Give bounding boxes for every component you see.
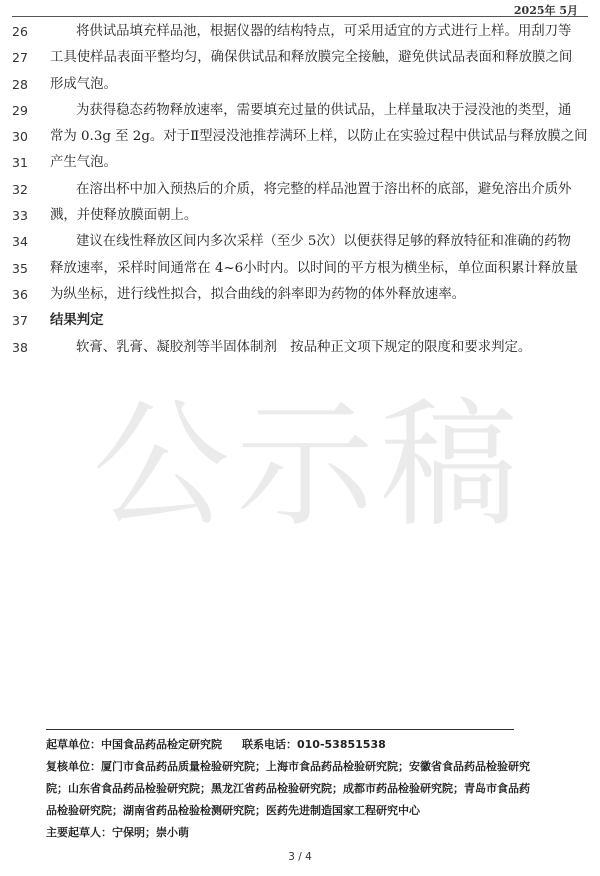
line-text: 为纵坐标，进行线性拟合，拟合曲线的斜率即为药物的体外释放速率。 <box>50 286 466 302</box>
header-rule <box>12 16 588 17</box>
text-line <box>0 124 600 150</box>
line-text: 溅，并使释放膜面朝上。 <box>50 208 198 224</box>
line-text: 建议在线性释放区间内多次采样（至少 5次）以便获得足够的释放特征和准确的药物 <box>76 234 571 250</box>
review-units-line-1: 复核单位：厦门市食品药品质量检验研究院；上海市食品药品检验研究院；安徽省食品药品检验研究 <box>46 760 530 773</box>
line-number: 26 <box>12 24 28 39</box>
line-text: 释放速率，采样时间通常在 4~6小时内。以时间的平方根为横坐标，单位面积累计释放量 <box>50 260 578 276</box>
line-text: 产生气泡。 <box>50 155 117 171</box>
text-line <box>0 256 600 282</box>
review-units-line-3: 品检验研究院；湖南省药品检验检测研究院；医药先进制造国家工程研究中心 <box>46 804 420 817</box>
main-drafters: 主要起草人：宁保明；崇小萌 <box>46 826 189 839</box>
watermark: 公示稿 <box>91 385 524 546</box>
line-text: 常为 0.3g 至 2g。对于Ⅱ型浸没池推荐满环上样，以防止在实验过程中供试品与释放膜之间 <box>50 129 588 145</box>
text-line <box>0 335 600 361</box>
drafting-info <box>46 734 578 756</box>
line-text: 在溶出杯中加入预热后的介质，将完整的样品池置于溶出杯的底部，避免溶出介质外 <box>76 181 572 197</box>
footer <box>46 734 578 844</box>
page-number: 3 / 4 <box>288 851 312 863</box>
line-number: 38 <box>12 339 28 355</box>
review-units-line-2: 院；山东省食品药品检验研究院；黑龙江省药品检验研究院；成都市药品检验研究院；青岛市食品药 <box>46 782 530 795</box>
line-text: 为获得稳态药物释放速率，需要填充过量的供试品，上样量取决于浸没池的类型，通 <box>76 102 572 118</box>
text-line <box>0 177 600 203</box>
line-text: 软膏、乳膏、凝胶剂等半固体制剂 按品种正文项下规定的限度和要求判定。 <box>76 339 532 355</box>
line-number: 36 <box>12 286 28 302</box>
text-line <box>0 229 600 255</box>
line-number: 34 <box>12 234 28 250</box>
text-line <box>0 98 600 124</box>
text-line <box>0 19 600 45</box>
drafting-unit: 起草单位：中国食品药品检定研究院 <box>46 738 222 751</box>
line-number: 27 <box>12 50 28 66</box>
text-line <box>0 282 600 308</box>
contact-phone: 联系电话：010-53851538 <box>242 738 386 751</box>
section-heading-line <box>0 308 600 334</box>
line-number: 33 <box>12 208 28 224</box>
text-line <box>0 203 600 229</box>
text-line <box>0 150 600 176</box>
line-number: 32 <box>12 181 28 197</box>
line-number: 37 <box>12 313 28 329</box>
text-line <box>0 72 600 98</box>
line-number: 28 <box>12 76 28 92</box>
text-line <box>0 45 600 71</box>
line-number: 29 <box>12 102 28 118</box>
document-body <box>0 19 600 361</box>
line-text: 形成气泡。 <box>50 76 117 92</box>
line-number: 30 <box>12 129 28 145</box>
line-number: 35 <box>12 260 28 276</box>
line-number: 31 <box>12 155 28 171</box>
footer-rule <box>46 729 514 730</box>
line-text: 工具使样品表面平整均匀，确保供试品和释放膜完全接触，避免供试品表面和释放膜之间 <box>50 50 573 66</box>
section-heading: 结果判定 <box>50 313 104 329</box>
header-date: 2025年 5月 <box>513 4 578 17</box>
line-text: 将供试品填充样品池，根据仪器的结构特点，可采用适宜的方式进行上样。用刮刀等 <box>76 24 572 39</box>
